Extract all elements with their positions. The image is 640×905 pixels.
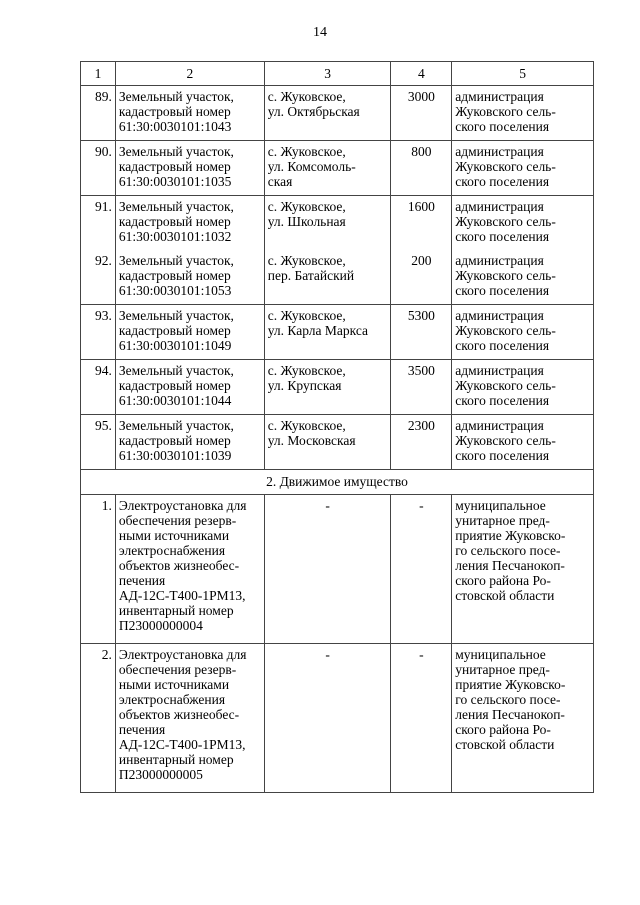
column-header-2: 2 [115, 62, 264, 86]
table-row [81, 196, 594, 251]
page-number: 14 [313, 25, 327, 40]
row-number: 93. [81, 305, 116, 360]
property-holder: муниципальное унитарное пред- приятие Жуковско- го сельского посе- ления Песчанокоп- ского района Ро- стовской области [452, 644, 594, 793]
table-row [81, 250, 594, 305]
property-name: Земельный участок, кадастровый номер 61:30:0030101:1044 [115, 360, 264, 415]
property-area: 3500 [391, 360, 452, 415]
property-holder: администрация Жуковского сель- ского поселения [452, 360, 594, 415]
column-header-1: 1 [81, 62, 116, 86]
table-row [81, 415, 594, 470]
column-header-3: 3 [264, 62, 391, 86]
table-row [81, 305, 594, 360]
row-number: 89. [81, 86, 116, 141]
table-row [81, 141, 594, 196]
property-name: Земельный участок, кадастровый номер 61:30:0030101:1032 [115, 196, 264, 251]
property-area: 800 [391, 141, 452, 196]
row-number: 92. [81, 250, 116, 305]
property-name: Земельный участок, кадастровый номер 61:30:0030101:1049 [115, 305, 264, 360]
property-address: - [264, 644, 391, 793]
property-holder: администрация Жуковского сель- ского поселения [452, 415, 594, 470]
property-holder: администрация Жуковского сель- ского поселения [452, 141, 594, 196]
row-number: 91. [81, 196, 116, 251]
table-row [81, 644, 594, 793]
property-name: Земельный участок, кадастровый номер 61:30:0030101:1053 [115, 250, 264, 305]
table-row [81, 86, 594, 141]
property-name: Земельный участок, кадастровый номер 61:30:0030101:1043 [115, 86, 264, 141]
property-area: - [391, 644, 452, 793]
property-address: с. Жуковское, пер. Батайский [264, 250, 391, 305]
property-address: с. Жуковское, ул. Московская [264, 415, 391, 470]
property-address: с. Жуковское, ул. Комсомоль- ская [264, 141, 391, 196]
property-holder: муниципальное унитарное пред- приятие Жуковско- го сельского посе- ления Песчанокоп- ского района Ро- стовской области [452, 495, 594, 644]
property-address: с. Жуковское, ул. Карла Маркса [264, 305, 391, 360]
property-area: 2300 [391, 415, 452, 470]
row-number: 94. [81, 360, 116, 415]
table-row [81, 360, 594, 415]
property-area: 5300 [391, 305, 452, 360]
property-address: с. Жуковское, ул. Октябрьская [264, 86, 391, 141]
property-name: Электроустановка для обеспечения резерв- ными источниками электроснабжения объектов жизнеобес- печения АД-12С-Т400-1РМ13, инвентарный номер П23000000004 [115, 495, 264, 644]
property-area: 1600 [391, 196, 452, 251]
property-holder: администрация Жуковского сель- ского поселения [452, 305, 594, 360]
property-name: Земельный участок, кадастровый номер 61:30:0030101:1035 [115, 141, 264, 196]
property-area: 3000 [391, 86, 452, 141]
property-address: с. Жуковское, ул. Крупская [264, 360, 391, 415]
property-name: Электроустановка для обеспечения резерв- ными источниками электроснабжения объектов жизнеобес- печения АД-12С-Т400-1РМ13, инвентарный номер П23000000005 [115, 644, 264, 793]
row-number: 1. [81, 495, 116, 644]
property-holder: администрация Жуковского сель- ского поселения [452, 250, 594, 305]
row-number: 2. [81, 644, 116, 793]
property-address: - [264, 495, 391, 644]
property-holder: администрация Жуковского сель- ского поселения [452, 196, 594, 251]
column-header-5: 5 [452, 62, 594, 86]
property-area: - [391, 495, 452, 644]
row-number: 90. [81, 141, 116, 196]
property-name: Земельный участок, кадастровый номер 61:30:0030101:1039 [115, 415, 264, 470]
section-row [81, 470, 594, 495]
row-number: 95. [81, 415, 116, 470]
section-title: 2. Движимое имущество [81, 470, 594, 495]
property-holder: администрация Жуковского сель- ского поселения [452, 86, 594, 141]
property-table [80, 61, 594, 793]
column-header-4: 4 [391, 62, 452, 86]
property-address: с. Жуковское, ул. Школьная [264, 196, 391, 251]
property-area: 200 [391, 250, 452, 305]
table-row [81, 495, 594, 644]
header-row [81, 62, 594, 86]
